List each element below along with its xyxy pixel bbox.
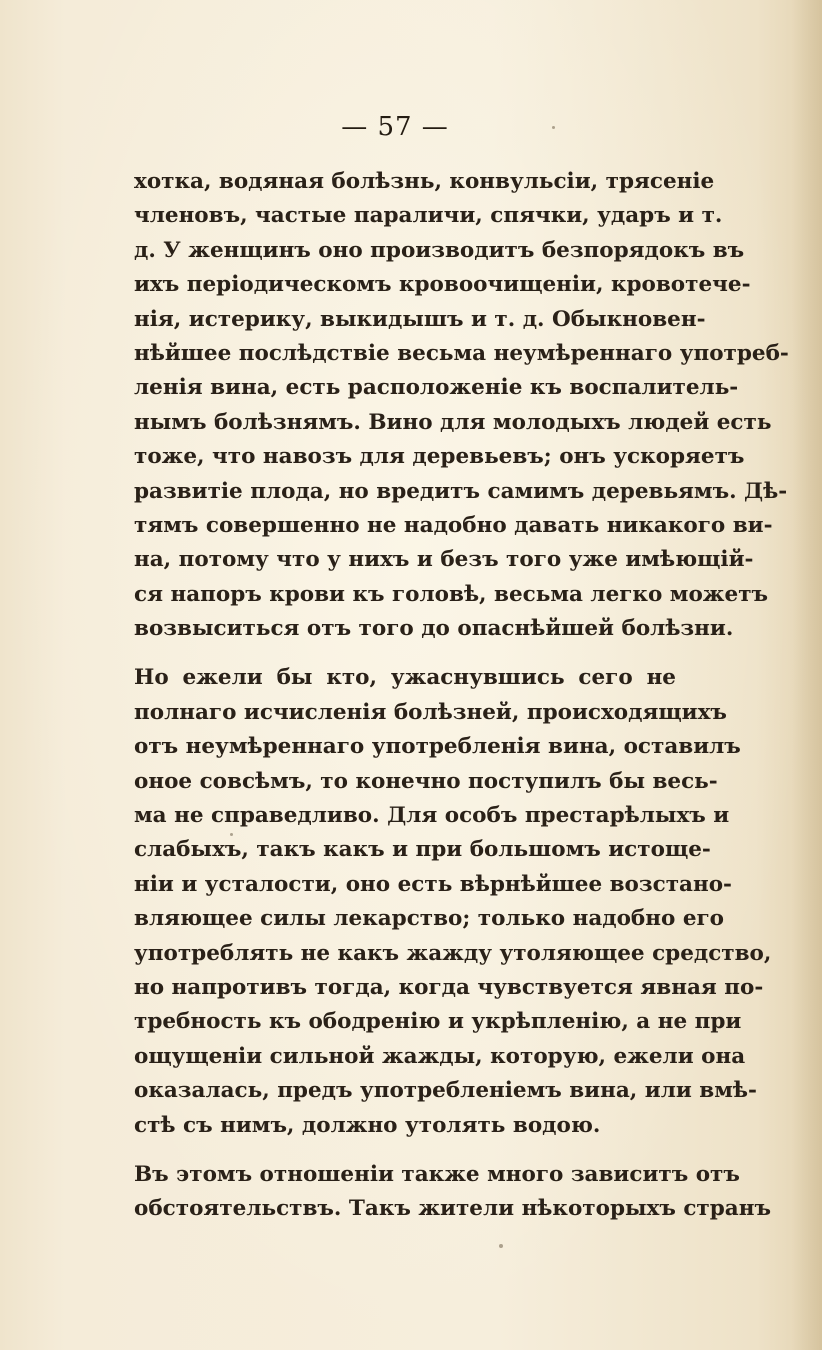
text-line: нѣйшее послѣдствіе весьма неумѣреннаго употреб- [134, 340, 789, 366]
page-edge-shadow [792, 0, 822, 1350]
paragraph-gap [134, 646, 676, 661]
text-line: хотка, водяная болѣзнь, конвульсіи, трясеніе [134, 169, 715, 194]
text-line: ленія вина, есть расположеніе къ воспалитель- [134, 375, 739, 401]
text-line: стѣ съ нимъ, должно утолять водою. [134, 1112, 601, 1138]
text-line: слабыхъ, такъ какъ и при большомъ истоще- [134, 837, 711, 863]
paragraph-2 [134, 661, 772, 1142]
body-text [134, 165, 789, 1227]
page-number: — 57 — [341, 112, 449, 142]
paragraph-3 [134, 1158, 771, 1227]
text-line: Въ этомъ отношеніи также много зависитъ отъ [134, 1161, 740, 1187]
text-line: членовъ, частые параличи, спячки, ударъ и т. [134, 203, 723, 229]
paper-speck [552, 126, 555, 129]
text-line: на, потому что у нихъ и безъ того уже имѣющій- [134, 547, 754, 573]
text-line: тямъ совершенно не надобно давать никакого ви- [134, 512, 773, 538]
text-line: ся напоръ крови къ головѣ, весьма легко можетъ [134, 581, 769, 607]
text-line: оказалась, предъ употребленіемъ вина, или вмѣ- [134, 1078, 757, 1104]
text-line: возвыситься отъ того до опаснѣйшей болѣзни. [134, 616, 734, 642]
text-line: вляющее силы лекарство; только надобно его [134, 906, 725, 932]
text-line: ніи и усталости, оно есть вѣрнѣйшее возстано- [134, 871, 732, 897]
text-line: ихъ періодическомъ кровоочищеніи, кровотече- [134, 272, 751, 298]
text-line: нымъ болѣзнямъ. Вино для молодыхъ людей есть [134, 409, 772, 435]
text-line: д. У женщинъ оно производитъ безпорядокъ въ [134, 237, 745, 263]
text-line: но напротивъ тогда, когда чувствуется явная по- [134, 974, 764, 1000]
text-line: обстоятельствъ. Такъ жители нѣкоторыхъ странъ [134, 1196, 771, 1222]
text-line: тоже, что навозъ для деревьевъ; онъ ускоряетъ [134, 444, 745, 470]
text-line: полнаго исчисленія болѣзней, происходящихъ [134, 699, 727, 725]
text-line: ощущеніи сильной жажды, которую, ежели она [134, 1043, 746, 1069]
paper-speck [230, 833, 233, 836]
text-line: требность къ ободренію и укрѣпленію, а не при [134, 1009, 742, 1035]
text-line: отъ неумѣреннаго употребленія вина, оставилъ [134, 734, 741, 760]
paper-speck [499, 1244, 503, 1248]
paragraph-gap [134, 1143, 676, 1158]
text-line: нія, истерику, выкидышъ и т. д. Обыкновен- [134, 306, 706, 332]
text-line: употреблять не какъ жажду утоляющее средство, [134, 940, 772, 966]
text-line: Но ежели бы кто, ужаснувшись сего не [134, 665, 676, 691]
text-line: развитіе плода, но вредитъ самимъ деревьямъ. Дѣ- [134, 478, 788, 504]
text-line: оное совсѣмъ, то конечно поступилъ бы весь- [134, 768, 718, 794]
text-line: ма не справедливо. Для особъ престарѣлыхъ и [134, 803, 730, 829]
paragraph-1 [134, 165, 789, 646]
